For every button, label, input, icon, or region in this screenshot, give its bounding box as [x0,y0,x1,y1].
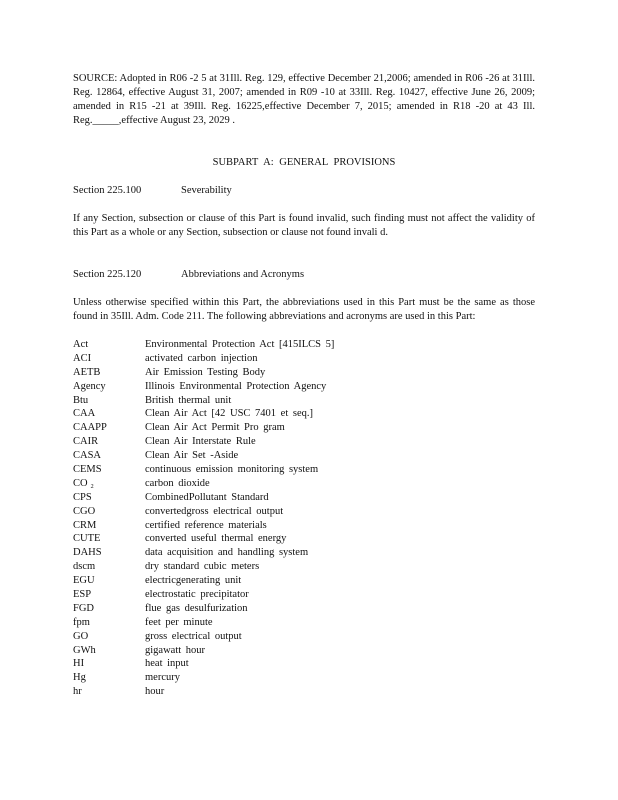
abbreviation-definition: hour [145,686,165,698]
abbreviation-term: DAHS [73,547,102,559]
abbreviation-definition: converted useful thermal energy [145,533,287,545]
abbreviation-definition: convertedgross electrical output [145,505,284,517]
abbreviation-definition: activated carbon injection [145,352,258,364]
abbreviation-row [73,546,535,560]
abbreviation-term: CGO [73,505,96,517]
abbreviation-term: ACI [73,352,92,364]
abbreviation-term: CAAPP [73,422,107,434]
abbreviation-definition: electrostatic precipitator [145,589,249,601]
abbreviation-term: Hg [73,672,86,684]
abbreviation-term: Agency [73,380,106,392]
abbreviation-term: AETB [73,366,101,378]
abbreviation-row [73,394,535,408]
abbreviation-row [73,505,535,519]
abbreviation-definition: dry standard cubic meters [145,561,260,573]
abbreviation-term: GWh [73,644,96,656]
section-number: Section 225.120 [73,269,142,280]
abbreviation-row [73,477,535,491]
abbreviation-term: CAA [73,408,96,420]
abbreviation-term: dscm [73,561,96,573]
document-page [73,72,535,699]
abbreviation-definition: feet per minute [145,616,213,628]
abbreviation-term: FGD [73,602,95,614]
abbreviation-definition: gross electrical output [145,630,242,642]
abbreviation-term: hr [73,686,82,698]
abbreviations-list [73,338,535,699]
abbreviation-definition: continuous emission monitoring system [145,464,319,476]
abbreviation-row [73,644,535,658]
abbreviation-row [73,602,535,616]
abbreviation-term: CAIR [73,436,99,448]
abbreviation-row [73,657,535,671]
abbreviation-row [73,449,535,463]
abbreviation-row [73,352,535,366]
abbreviation-row [73,630,535,644]
abbreviation-row [73,616,535,630]
abbreviation-definition: mercury [145,672,180,684]
abbreviation-definition: Clean Air Act [42 USC 7401 et seq.] [145,408,313,420]
abbreviation-term: CO ₂ [73,477,94,489]
abbreviation-row [73,671,535,685]
severability-paragraph: If any Section, subsection or clause of this Part is found invalid, such finding must not affect the validity of this Part as a whole or any Section, subsection or clause not found invali d. [73,213,535,238]
section-number: Section 225.100 [73,185,142,196]
abbreviation-definition: carbon dioxide [145,477,210,489]
abbreviation-definition: gigawatt hour [145,644,206,656]
abbreviation-term: ESP [73,589,92,601]
abbreviation-definition: Clean Air Set -Aside [145,450,239,462]
abbreviation-row [73,421,535,435]
abbreviation-row [73,366,535,380]
abbreviation-definition: Clean Air Act Permit Pro gram [145,422,285,434]
abbreviation-definition: electricgenerating unit [145,575,242,587]
abbreviation-definition: Illinois Environmental Protection Agency [145,380,327,392]
abbreviation-row [73,491,535,505]
section-title: Abbreviations and Acronyms [181,269,305,280]
abbreviation-term: CRM [73,519,97,531]
abbreviation-term: Act [73,339,89,350]
abbreviation-term: CUTE [73,533,101,545]
abbreviation-definition: data acquisition and handling system [145,547,309,559]
abbreviation-term: Btu [73,394,89,406]
abbreviation-definition: flue gas desulfurization [145,602,248,614]
subpart-title: SUBPART A: GENERAL PROVISIONS [212,157,396,168]
abbreviation-definition: CombinedPollutant Standard [145,491,269,503]
abbreviation-row [73,338,535,352]
abbreviation-definition: Environmental Protection Act [415ILCS 5] [145,339,335,350]
abbreviation-row [73,435,535,449]
source-note: SOURCE: Adopted in R06 -2 5 at 31Ill. Reg. 129, effective December 21,2006; amended in R06 -26 at 31Ill. Reg. 12864, effective August 31, 2007; amended in R09 -10 at 33Ill. Reg. 10427, effective June 26, 2009; amended in R15 -21 at 39Ill. Reg. 16225,effective December 7, 2015; amended in R18 -20 at 43 Ill. Reg._____,effective August 23, 2029 . [73,73,535,126]
abbreviation-definition: Air Emission Testing Body [145,366,266,378]
abbreviation-row [73,685,535,699]
abbreviation-row [73,532,535,546]
abbreviation-term: CPS [73,491,92,503]
section-225-120-heading [73,268,535,282]
abbreviations-intro-paragraph: Unless otherwise specified within this Part, the abbreviations used in this Part must be the same as those found in 35Ill. Adm. Code 211. The following abbreviations and acronyms are used in this Part: [73,297,535,322]
section-225-100-heading [73,184,535,198]
abbreviation-definition: heat input [145,658,189,670]
abbreviation-term: CASA [73,450,102,462]
abbreviation-definition: certified reference materials [145,519,267,531]
abbreviation-definition: British thermal unit [145,394,232,406]
abbreviation-term: GO [73,630,89,642]
abbreviation-term: HI [73,658,85,670]
section-title: Severability [181,185,232,196]
abbreviation-term: fpm [73,616,90,628]
abbreviation-term: EGU [73,575,95,587]
abbreviation-row [73,574,535,588]
abbreviation-row [73,519,535,533]
abbreviation-row [73,407,535,421]
abbreviation-definition: Clean Air Interstate Rule [145,436,256,448]
abbreviation-row [73,380,535,394]
abbreviation-row [73,588,535,602]
abbreviation-row [73,560,535,574]
abbreviation-term: CEMS [73,464,102,476]
abbreviation-row [73,463,535,477]
